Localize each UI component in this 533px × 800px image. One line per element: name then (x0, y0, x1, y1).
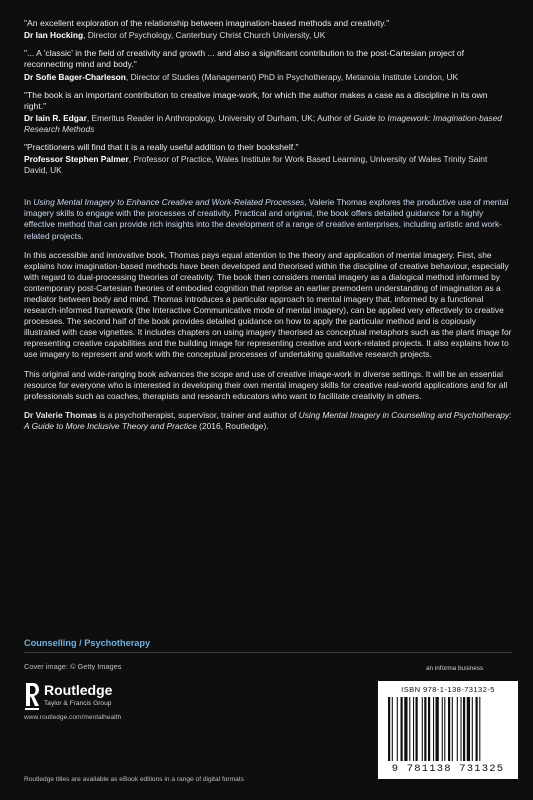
barcode-number: 9 781138 731325 (391, 763, 505, 775)
endorsement-1 (24, 18, 512, 41)
author-name: Dr Valerie Thomas (24, 409, 98, 420)
description-paragraph-1 (24, 197, 512, 241)
endorser-affiliation: , Emeritus Reader in Anthropology, University of Durham, UK; Author of (86, 113, 354, 124)
description-paragraph-2: In this accessible and innovative book, Thomas pays equal attention to the theory and application of mental imagery. First, she explains how imagination-based methods have been developed and theorised within the discipline of creative behaviour, especially with regard to dual-processing theories of creativity. The book then considers mental imagery as a dialogical method informed by contemporary post-Cartesian theories of embodied cognition that reprise an earlier premodern understanding of imagination as a mediator between body and mind. Thomas introduces a particular approach to mental imagery that, informed by a functional research-informed framework (the Interactive Communicative mode of mental imagery), can be applied very effectively to creative processes. The second half of the book provides detailed guidance on how to apply the particular method and is copiously illustrated with case vignettes. It includes chapters on using imagery theorised as conceptual metaphors such as the plant image for representing creative capabilities and the building image for representing creative and work-related projects. It also explains how to use imagery to represent and work with the conceptual processes of undertaking qualitative research projects. (24, 249, 512, 360)
endorsement-2 (24, 48, 512, 82)
text-fragment: In (24, 197, 34, 208)
book-title: Using Mental Imagery to Enhance Creative and Work-Related Processes (33, 197, 305, 208)
barcode-panel (378, 681, 518, 779)
isbn-text: ISBN 978-1-138-73132-5 (401, 685, 495, 694)
endorser-name: Professor Stephen Palmer (24, 154, 129, 165)
endorser-name: Dr Ian Hocking (24, 30, 84, 41)
barcode-icon (388, 697, 508, 761)
endorsement-attribution (24, 113, 512, 135)
text-fragment: (2016, Routledge). (196, 420, 269, 431)
endorser-affiliation: , Director of Psychology, Canterbury Christ Church University, UK (83, 30, 326, 41)
book-description (24, 197, 512, 432)
endorsement-attribution (24, 72, 512, 83)
endorser-book: Guide to Imagework: Imagination-based Research Methods (24, 113, 502, 135)
divider-line (24, 652, 512, 653)
informa-tag: an informa business (426, 665, 484, 672)
endorsement-quote: "Practitioners will find that it is a really useful addition to their bookshelf." (24, 142, 299, 153)
text-fragment: is a psychotherapist, supervisor, trainer and author of (97, 409, 299, 420)
routledge-r-icon (24, 682, 40, 712)
author-previous-book: Using Mental Imagery in Counselling and Psychotherapy: A Guide to More Inclusive Theory and Practice (24, 409, 512, 431)
endorsement-attribution (24, 154, 512, 176)
endorsement-3 (24, 90, 512, 135)
endorsement-quote: "An excellent exploration of the relationship between imagination-based methods and creativity." (24, 18, 390, 28)
endorser-affiliation: , Director of Studies (Management) PhD in Psychotherapy, Metanoia Institute London, UK (125, 71, 459, 82)
subject-category: Counselling / Psychotherapy (24, 638, 151, 648)
text-fragment: , Valerie Thomas explores the productive use of mental imagery skills to engage with the processes of creativity. Practical and original, the book offers detailed guidance for a highly effective method that can provide rich insights into the development of a range of creative enterprises, including artistic and work-related projects. (24, 197, 509, 241)
back-cover-text (24, 18, 512, 440)
endorsement-quote: "... A 'classic' in the field of creativity and growth ... and also a significant contribution to the post-Cartesian project of reconnecting mind and body." (24, 48, 465, 70)
author-bio (24, 410, 512, 432)
endorser-name: Dr Sofie Bager-Charleson (24, 71, 126, 82)
publisher-website[interactable]: www.routledge.com/mentalhealth (24, 714, 122, 721)
endorsement-4 (24, 142, 512, 176)
publisher-name: Routledge (44, 682, 113, 698)
footer-note: Routledge titles are available as eBook editions in a range of digital formats (24, 776, 244, 783)
endorser-affiliation: , Professor of Practice, Wales Institute for Work Based Learning, University of Wales Trinity Saint David, UK (24, 154, 488, 176)
endorsement-quote: "The book is an important contribution to creative image-work, for which the author makes a case as a discipline in its own right." (24, 89, 488, 111)
cover-credit: Cover image: © Getty Images (24, 662, 122, 671)
publisher-group: Taylor & Francis Group (44, 700, 112, 707)
description-paragraph-3: This original and wide-ranging book advances the scope and use of creative image-work in diverse settings. It will be an essential resource for everyone who is interested in developing their own mental imagery skills for creative real-world applications and for all professionals such as coaches, therapists and research educators who want to facilitate creativity in others. (24, 368, 508, 401)
endorsement-attribution (24, 30, 512, 41)
endorser-name: Dr Iain R. Edgar (24, 113, 87, 124)
